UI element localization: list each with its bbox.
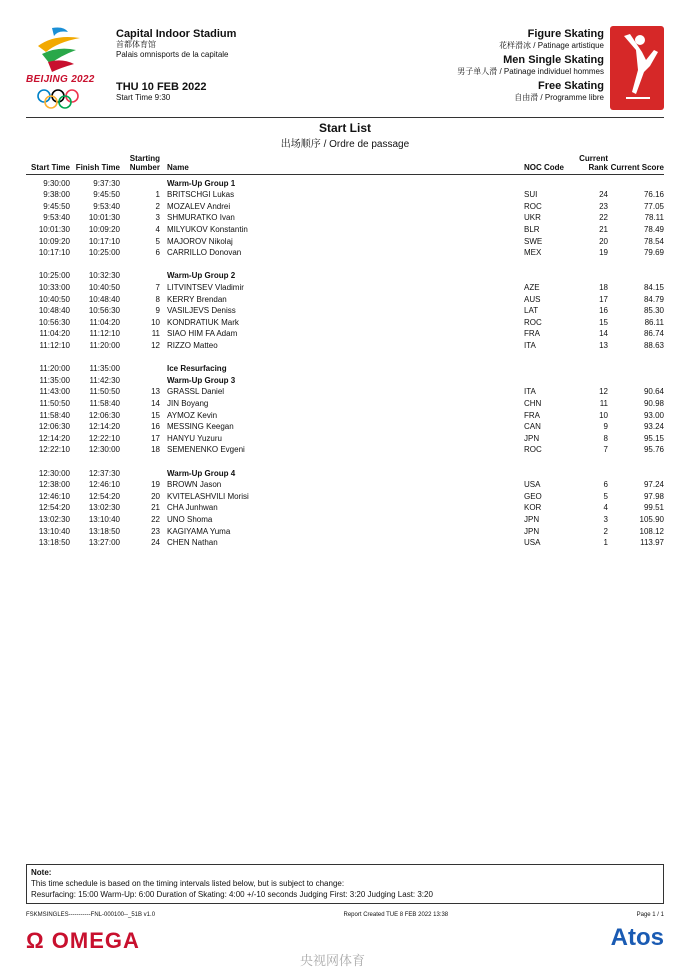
cell-noc-code: FRA [524,329,540,339]
cell-finish-time: 11:58:40 [89,398,120,408]
title-main: Start List [318,121,371,135]
cell-current-rank: 10 [599,410,608,420]
cell-current-rank: 12 [599,387,608,397]
cell-current-score: 90.98 [643,398,664,408]
cell-name: KAGIYAMA Yuma [167,526,231,536]
venue-block [116,28,236,60]
cell-current-score: 95.15 [643,433,664,443]
cell-current-rank: 15 [599,317,608,327]
cell-finish-time: 11:35:00 [89,364,120,374]
cell-current-rank: 8 [603,433,608,443]
cell-name: UNO Shoma [167,514,213,524]
cell-noc-code: SUI [524,190,538,200]
cell-start-time: 11:43:00 [39,387,70,397]
cell-starting-number [120,175,160,190]
cell-starting-number [120,270,160,282]
cell-start-time: 12:06:30 [38,422,70,432]
beijing-2022-logo [24,24,102,114]
page-number: Page 1 / 1 [636,912,664,918]
cell-current-rank: 11 [599,398,608,408]
cell-finish-time: 11:20:00 [89,341,120,351]
cell-noc-code: SWE [524,236,543,246]
cell-noc-code [524,363,564,375]
cell-start-time: 10:40:50 [38,294,70,304]
cell-start-time: 13:02:30 [38,514,70,524]
cell-current-rank: 23 [599,201,608,211]
cell-noc-code: USA [524,538,541,548]
cell-finish-time: 12:37:30 [88,468,120,478]
cell-starting-number: 17 [151,433,160,443]
cell-starting-number: 18 [151,445,160,455]
cell-starting-number [120,375,160,387]
cell-name: MESSING Keegan [167,422,234,432]
cell-starting-number: 10 [151,317,160,327]
cell-current-score [608,175,664,190]
table-row [26,340,664,352]
cell-name: LITVINTSEV Vladimir [167,283,244,293]
cell-finish-time: 11:50:50 [89,387,120,397]
table-row [26,386,664,398]
cell-name: BROWN Jason [167,480,222,490]
cell-name: JIN Boyang [167,398,209,408]
cell-start-time: 11:50:50 [39,398,70,408]
report-created: Report Created TUE 8 FEB 2022 13:38 [343,912,449,918]
cell-current-rank: 13 [599,341,608,351]
cell-current-rank: 24 [599,190,608,200]
page-title [0,121,690,150]
cell-starting-number: 1 [155,190,160,200]
venue-zh: 首都体育馆 [116,40,156,49]
cell-name: CHA Junhwan [167,503,218,513]
table-row [26,293,664,305]
cell-name: Warm-Up Group 2 [167,271,236,281]
cell-noc-code: CHN [524,398,542,408]
cell-starting-number: 12 [151,341,160,351]
cell-current-score: 97.98 [643,491,664,501]
cell-current-rank: 2 [603,526,608,536]
cell-finish-time: 13:02:30 [88,503,120,513]
cell-start-time: 10:56:30 [38,317,70,327]
cell-current-score: 78.11 [644,213,664,223]
schedule-label-row [26,270,664,282]
col-starting-number: Starting Number [120,154,160,175]
date-block [116,81,206,102]
cell-noc-code: JPN [524,433,540,443]
cell-current-score: 86.74 [643,329,664,339]
cell-finish-time: 10:56:30 [88,306,120,316]
cell-current-rank: 1 [603,538,608,548]
cell-noc-code: GEO [524,491,542,501]
cell-current-score: 113.97 [640,538,664,548]
cell-finish-time: 12:22:10 [88,433,120,443]
cell-current-score: 78.54 [643,236,664,246]
cell-noc-code: ITA [524,387,536,397]
schedule-label-row [26,375,664,387]
discipline-title: Figure Skating [527,28,604,40]
cell-current-score: 93.00 [643,410,664,420]
cell-finish-time: 9:37:30 [93,179,120,188]
cell-name: MAJOROV Nikolaj [167,236,233,246]
cell-start-time: 12:54:20 [38,503,70,513]
cell-name: MILYUKOV Konstantin [167,225,248,235]
col-current-score: Current Score [608,154,664,175]
cell-current-rank [564,467,608,479]
table-row [26,224,664,236]
cell-current-rank: 4 [603,503,608,513]
cell-name: Warm-Up Group 3 [167,375,236,385]
col-name: Name [160,154,524,175]
spacer-cell [26,259,664,271]
cell-start-time: 12:46:10 [38,491,70,501]
cell-current-score: 85.30 [643,306,664,316]
cell-finish-time: 13:10:40 [88,514,120,524]
cell-finish-time: 12:54:20 [88,491,120,501]
cell-start-time: 12:38:00 [38,480,70,490]
watermark: 央视网体育 [300,953,366,968]
cell-noc-code: CAN [524,422,541,432]
cell-noc-code: MEX [524,248,542,258]
report-code: FSKMSINGLES-----------FNL-000100--_51B v1.0 [26,912,156,918]
cell-start-time: 12:14:20 [38,433,70,443]
cell-start-time: 10:33:00 [38,283,70,293]
cell-current-rank: 19 [599,248,608,258]
cell-name: KONDRATIUK Mark [167,317,239,327]
cell-current-score: 77.05 [643,201,664,211]
cell-starting-number: 16 [151,422,160,432]
spacer-cell [26,351,664,363]
table-row [26,432,664,444]
cell-name: CHEN Nathan [167,538,218,548]
cell-current-rank [564,175,608,190]
schedule-label-row [26,363,664,375]
cell-noc-code [524,467,564,479]
cell-start-time: 10:17:10 [38,248,70,258]
cell-current-score: 93.24 [643,422,664,432]
cell-finish-time: 10:32:30 [88,271,120,281]
cell-finish-time: 13:18:50 [88,526,120,536]
cell-name: BRITSCHGI Lukas [167,190,235,200]
table-row [26,212,664,224]
title-sub: 出场顺序 / Ordre de passage [280,139,410,150]
segment-title: Free Skating [537,80,604,92]
cell-starting-number: 11 [151,329,160,339]
cell-current-rank: 21 [599,225,608,235]
cell-finish-time: 10:01:30 [88,213,120,223]
cell-starting-number: 5 [155,236,160,246]
venue-title: Capital Indoor Stadium [116,28,237,40]
event-date: THU 10 FEB 2022 [116,81,207,93]
cell-start-time: 12:22:10 [38,445,70,455]
table-row [26,444,664,456]
cell-noc-code: BLR [524,225,540,235]
spacer-cell [26,456,664,468]
cell-current-score: 86.11 [644,317,664,327]
cell-name: Warm-Up Group 1 [167,179,236,188]
cell-current-rank: 3 [603,514,608,524]
cell-current-score [608,467,664,479]
cell-current-score: 97.24 [643,480,664,490]
cell-finish-time: 9:45:50 [93,190,120,200]
cell-current-score: 84.15 [643,283,664,293]
header-divider [26,117,664,118]
cell-finish-time: 12:14:20 [88,422,120,432]
cell-current-rank: 5 [603,491,608,501]
cell-finish-time: 10:25:00 [88,248,120,258]
cell-starting-number: 4 [155,225,160,235]
venue-fr: Palais omnisports de la capitale [116,50,229,59]
cell-current-score [608,270,664,282]
table-row [26,421,664,433]
cell-start-time: 11:12:10 [39,341,70,351]
report-footer [26,912,664,918]
note-title: Note: [31,868,52,877]
cell-current-rank: 7 [603,445,608,455]
cell-start-time: 13:18:50 [38,538,70,548]
cell-finish-time: 10:40:50 [88,283,120,293]
spacer-row [26,259,664,271]
cell-start-time: 11:35:00 [39,375,70,385]
cell-current-score: 108.12 [639,526,664,536]
cell-start-time: 10:25:00 [38,271,70,281]
schedule-label-row [26,467,664,479]
note-line-2: Resurfacing: 15:00 Warm-Up: 6:00 Duration of Skating: 4:00 +/-10 seconds Judging First: 3:20 Judging Last: 3:20 [31,890,433,899]
cell-name: CARRILLO Donovan [167,248,242,258]
cell-finish-time: 11:42:30 [89,375,120,385]
table-row [26,409,664,421]
cell-noc-code: ROC [524,317,542,327]
cell-name: SHMURATKO Ivan [167,213,235,223]
spacer-row [26,351,664,363]
cell-start-time: 11:04:20 [39,329,70,339]
cell-starting-number: 23 [151,526,160,536]
event-block [457,28,604,106]
cell-noc-code: JPN [524,514,540,524]
cell-start-time: 11:58:40 [39,410,70,420]
start-time: Start Time 9:30 [116,93,171,102]
cell-current-score: 95.76 [643,445,664,455]
cell-name: AYMOZ Kevin [167,410,218,420]
cell-current-rank: 20 [599,236,608,246]
schedule-label-row [26,175,664,190]
cell-name: GRASSL Daniel [167,387,225,397]
cell-name: HANYU Yuzuru [167,433,222,443]
table-row [26,525,664,537]
cell-current-rank: 22 [599,213,608,223]
cell-starting-number [120,467,160,479]
cell-finish-time: 12:30:00 [88,445,120,455]
logo-wordmark: BEIJING 2022 [26,74,95,85]
cell-starting-number: 15 [151,410,160,420]
event-title: Men Single Skating [503,54,604,66]
cell-finish-time: 9:53:40 [93,201,120,211]
cell-current-score: 90.64 [643,387,664,397]
cell-finish-time: 13:27:00 [88,538,120,548]
cell-start-time: 10:48:40 [38,306,70,316]
cell-start-time: 10:01:30 [38,225,70,235]
cell-noc-code [524,270,564,282]
cell-starting-number: 6 [155,248,160,258]
cell-current-score: 79.69 [643,248,664,258]
cell-current-score [608,363,664,375]
cell-noc-code: USA [524,480,541,490]
cell-finish-time: 12:46:10 [88,480,120,490]
cell-starting-number: 22 [151,514,160,524]
figure-skating-pictogram-icon [610,26,664,110]
cell-noc-code: UKR [524,213,541,223]
cell-start-time: 13:10:40 [38,526,70,536]
cell-current-rank: 18 [599,283,608,293]
cell-current-score [608,375,664,387]
table-row [26,537,664,549]
cell-starting-number: 19 [151,480,160,490]
cell-current-score: 105.90 [639,514,664,524]
cell-finish-time: 11:04:20 [89,317,120,327]
cell-starting-number: 3 [155,213,160,223]
col-noc-code: NOC Code [524,154,564,175]
col-current-rank: Current Rank [564,154,608,175]
table-row [26,317,664,329]
table-row [26,189,664,201]
table-row [26,328,664,340]
cell-start-time: 9:53:40 [43,213,70,223]
cell-noc-code: JPN [524,526,540,536]
table-header-row [26,154,664,175]
cell-current-score: 99.51 [643,503,664,513]
cell-name: MOZALEV Andrei [167,201,231,211]
cell-noc-code [524,175,564,190]
cell-noc-code: ROC [524,445,542,455]
olympic-rings-icon [36,88,96,110]
cell-finish-time: 10:48:40 [88,294,120,304]
cell-starting-number: 24 [151,538,160,548]
cell-start-time: 9:38:00 [43,190,70,200]
cell-start-time: 10:09:20 [38,236,70,246]
cell-current-score: 78.49 [643,225,664,235]
cell-current-rank: 17 [599,294,608,304]
cell-finish-time: 10:17:10 [88,236,120,246]
cell-name: RIZZO Matteo [167,341,218,351]
discipline-sub: 花样滑冰 / Patinage artistique [499,41,604,50]
cell-name: KVITELASHVILI Morisi [167,491,249,501]
cell-current-score: 76.16 [643,190,664,200]
cell-noc-code: FRA [524,410,540,420]
spacer-row [26,456,664,468]
cell-current-rank [564,270,608,282]
document-header [0,0,690,120]
table-row [26,479,664,491]
table-row [26,282,664,294]
segment-sub: 自由滑 / Programme libre [514,93,604,102]
cell-current-score: 84.79 [643,294,664,304]
cell-noc-code: KOR [524,503,542,513]
cell-start-time: 11:20:00 [39,364,70,374]
cell-starting-number: 14 [151,398,160,408]
start-list-table [26,154,664,548]
cell-noc-code: AZE [524,283,540,293]
cell-current-rank: 6 [603,480,608,490]
table-row [26,305,664,317]
cell-starting-number: 21 [151,503,160,513]
cell-name: Ice Resurfacing [167,364,227,374]
cell-current-rank [564,363,608,375]
cell-current-rank [564,375,608,387]
cell-starting-number [120,363,160,375]
cell-noc-code [524,375,564,387]
cell-finish-time: 10:09:20 [88,225,120,235]
atos-logo: Atos [610,924,664,951]
table-row [26,398,664,410]
table-row [26,502,664,514]
cell-current-score: 88.63 [643,341,664,351]
cell-starting-number: 7 [155,283,160,293]
cell-name: Warm-Up Group 4 [167,468,236,478]
cell-noc-code: LAT [524,306,539,316]
cell-start-time: 9:30:00 [43,179,70,188]
table-row [26,514,664,526]
table-row [26,490,664,502]
cell-name: SEMENENKO Evgeni [167,445,245,455]
cell-noc-code: AUS [524,294,541,304]
omega-logo: Ω OMEGA [26,928,140,953]
cell-noc-code: ROC [524,201,542,211]
cell-name: VASILJEVS Deniss [167,306,236,316]
cell-current-rank: 14 [599,329,608,339]
cell-finish-time: 12:06:30 [88,410,120,420]
cell-starting-number: 8 [155,294,160,304]
cell-starting-number: 13 [151,387,160,397]
cell-name: KERRY Brendan [167,294,227,304]
note-line-1: This time schedule is based on the timing intervals listed below, but is subject to change: [31,879,345,888]
cell-start-time: 12:30:00 [38,468,70,478]
cell-current-rank: 16 [599,306,608,316]
table-row [26,201,664,213]
cell-name: SIAO HIM FA Adam [167,329,238,339]
cell-noc-code: ITA [524,341,536,351]
cell-starting-number: 20 [151,491,160,501]
col-finish-time: Finish Time [70,154,120,175]
col-start-time: Start Time [26,154,70,175]
schedule-note [26,864,664,904]
emblem-icon [24,24,94,74]
cell-starting-number: 9 [155,306,160,316]
cell-finish-time: 11:12:10 [89,329,120,339]
cell-start-time: 9:45:50 [43,201,70,211]
cell-starting-number: 2 [155,201,160,211]
event-sub: 男子单人滑 / Patinage individuel hommes [457,67,604,76]
table-row [26,235,664,247]
cell-current-rank: 9 [603,422,608,432]
table-row [26,247,664,259]
